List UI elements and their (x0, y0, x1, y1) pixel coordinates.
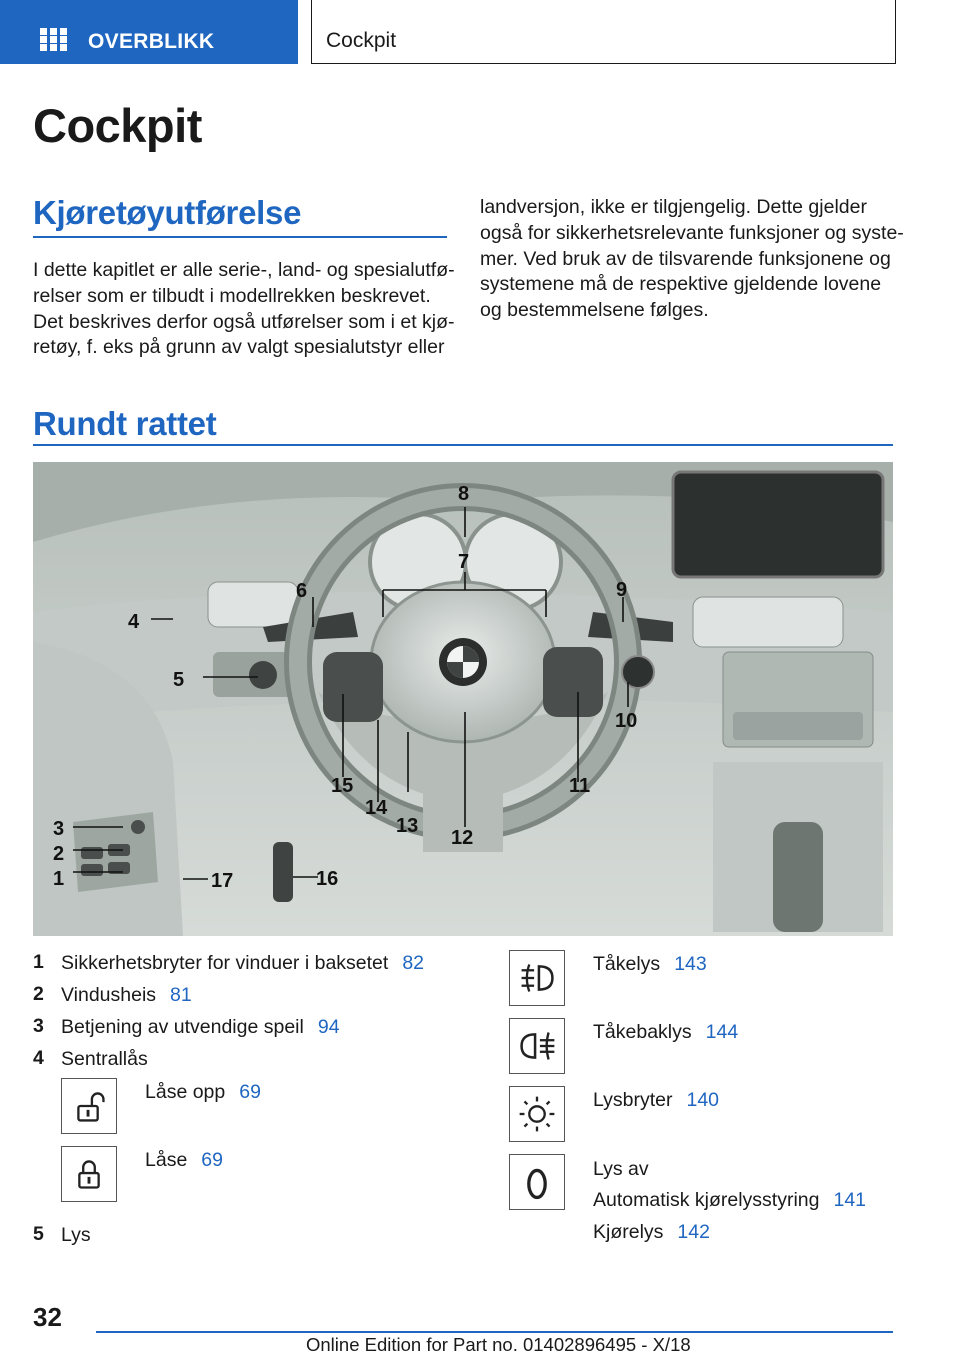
page-ref-link[interactable]: 142 (677, 1221, 710, 1243)
callout-8: 8 (458, 483, 470, 505)
callout-6: 6 (296, 580, 308, 602)
page-ref-link[interactable]: 141 (833, 1189, 867, 1211)
text-line: systemene må de respektive gjeldende lovene (480, 273, 882, 296)
callout-10: 10 (615, 710, 638, 732)
callout-4: 4 (128, 611, 140, 633)
callout-1: 1 (53, 868, 65, 890)
legend-label: Automatisk kjørelysstyring (593, 1189, 820, 1211)
page-ref-link[interactable]: 81 (170, 984, 192, 1006)
legend-item (593, 1088, 719, 1112)
legend-item (593, 1020, 738, 1044)
page-title: Cockpit (33, 99, 202, 152)
section-header (311, 0, 896, 64)
legend-label: Lys (61, 1224, 91, 1246)
callout-17: 17 (211, 870, 234, 892)
legend-item (145, 1148, 223, 1172)
page-ref-link[interactable]: 140 (686, 1089, 720, 1111)
page-ref-link[interactable]: 69 (201, 1149, 223, 1171)
heading-around-steering-wheel: Rundt rattet (33, 405, 217, 442)
legend-item (593, 1220, 710, 1244)
callout-14: 14 (365, 797, 388, 819)
legend-label: Sikkerhetsbryter for vinduer i baksetet (61, 952, 389, 974)
text-line: og bestemmelsene følges. (480, 299, 709, 322)
legend-num: 5 (33, 1223, 44, 1245)
footer-rule (96, 1331, 893, 1333)
legend-label: Tåkelys (593, 953, 661, 975)
legend-item (61, 951, 424, 975)
callout-2: 2 (53, 843, 65, 865)
callout-13: 13 (396, 815, 419, 837)
text-line: Det beskrives derfor også utførelser som i et kjø- (33, 310, 455, 333)
callout-3: 3 (53, 818, 65, 840)
legend-item (145, 1080, 261, 1104)
rear-fog-light-icon (509, 1018, 565, 1074)
lock-icon (61, 1146, 117, 1202)
intro-left-paragraph (33, 258, 455, 361)
legend-num: 3 (33, 1015, 44, 1037)
callout-9: 9 (616, 579, 628, 601)
callout-15: 15 (331, 775, 354, 797)
callout-16: 16 (316, 868, 339, 890)
callout-12: 12 (451, 827, 474, 849)
legend-item (61, 1223, 91, 1247)
legend-item (593, 1188, 866, 1212)
text-line: relser som er tilbudt i modellrekken beskrevet. (33, 284, 431, 307)
text-line: I dette kapitlet er alle serie-, land- og spesialutfø- (33, 259, 455, 281)
text-line: landversjon, ikke er tilgjengelig. Dette gjelder (480, 196, 867, 218)
page-ref-link[interactable]: 82 (402, 952, 425, 974)
callout-7: 7 (458, 551, 470, 573)
display-screen (673, 472, 883, 577)
unlock-icon (61, 1078, 117, 1134)
legend-label: Kjørelys (593, 1221, 664, 1243)
cockpit-illustration (33, 462, 893, 936)
legend-label: Lys av (593, 1158, 649, 1180)
legend-label: Tåkebaklys (593, 1021, 692, 1043)
lights-off-zero-icon (509, 1154, 565, 1210)
light-switch-icon (509, 1086, 565, 1142)
legend-item (61, 983, 192, 1007)
text-line: også for sikkerhetsrelevante funksjoner og syste- (480, 221, 904, 244)
grid-menu-icon (40, 28, 68, 50)
edition-text: Online Edition for Part no. 01402896495 - X/18 (306, 1334, 691, 1355)
legend-label: Låse (145, 1149, 188, 1171)
page-ref-link[interactable]: 94 (317, 1016, 340, 1038)
heading-vehicle-version: Kjøretøyutførelse (33, 194, 302, 231)
legend-item (61, 1015, 340, 1039)
page-ref-link[interactable]: 144 (705, 1021, 739, 1043)
text-line: retøy, f. eks på grunn av valgt spesialutstyr eller (33, 336, 445, 359)
overview-tab[interactable] (0, 0, 298, 64)
heading-rule (33, 444, 893, 446)
legend-num: 2 (33, 983, 44, 1005)
legend-item (593, 1157, 649, 1181)
text-line: mer. Ved bruk av de tilsvarende funksjonene og (480, 247, 891, 270)
legend-item (61, 1047, 148, 1071)
legend-item (593, 952, 707, 976)
front-fog-light-icon (509, 950, 565, 1006)
legend-label: Vindusheis (61, 984, 157, 1006)
legend-label: Betjening av utvendige speil (61, 1016, 304, 1038)
intro-right-paragraph (480, 195, 904, 324)
legend-label: Låse opp (145, 1081, 226, 1103)
legend-label: Lysbryter (593, 1089, 673, 1111)
page-ref-link[interactable]: 143 (674, 953, 707, 975)
heading-rule (33, 236, 447, 238)
page-ref-link[interactable]: 69 (239, 1081, 261, 1103)
overview-tab-label: OVERBLIKK (88, 30, 215, 53)
legend-num: 4 (33, 1047, 44, 1069)
section-header-label: Cockpit (326, 29, 397, 52)
legend-num: 1 (33, 951, 44, 973)
page-number: 32 (33, 1302, 62, 1332)
legend-label: Sentrallås (61, 1048, 148, 1070)
callout-11: 11 (569, 775, 591, 797)
callout-5: 5 (173, 669, 185, 691)
